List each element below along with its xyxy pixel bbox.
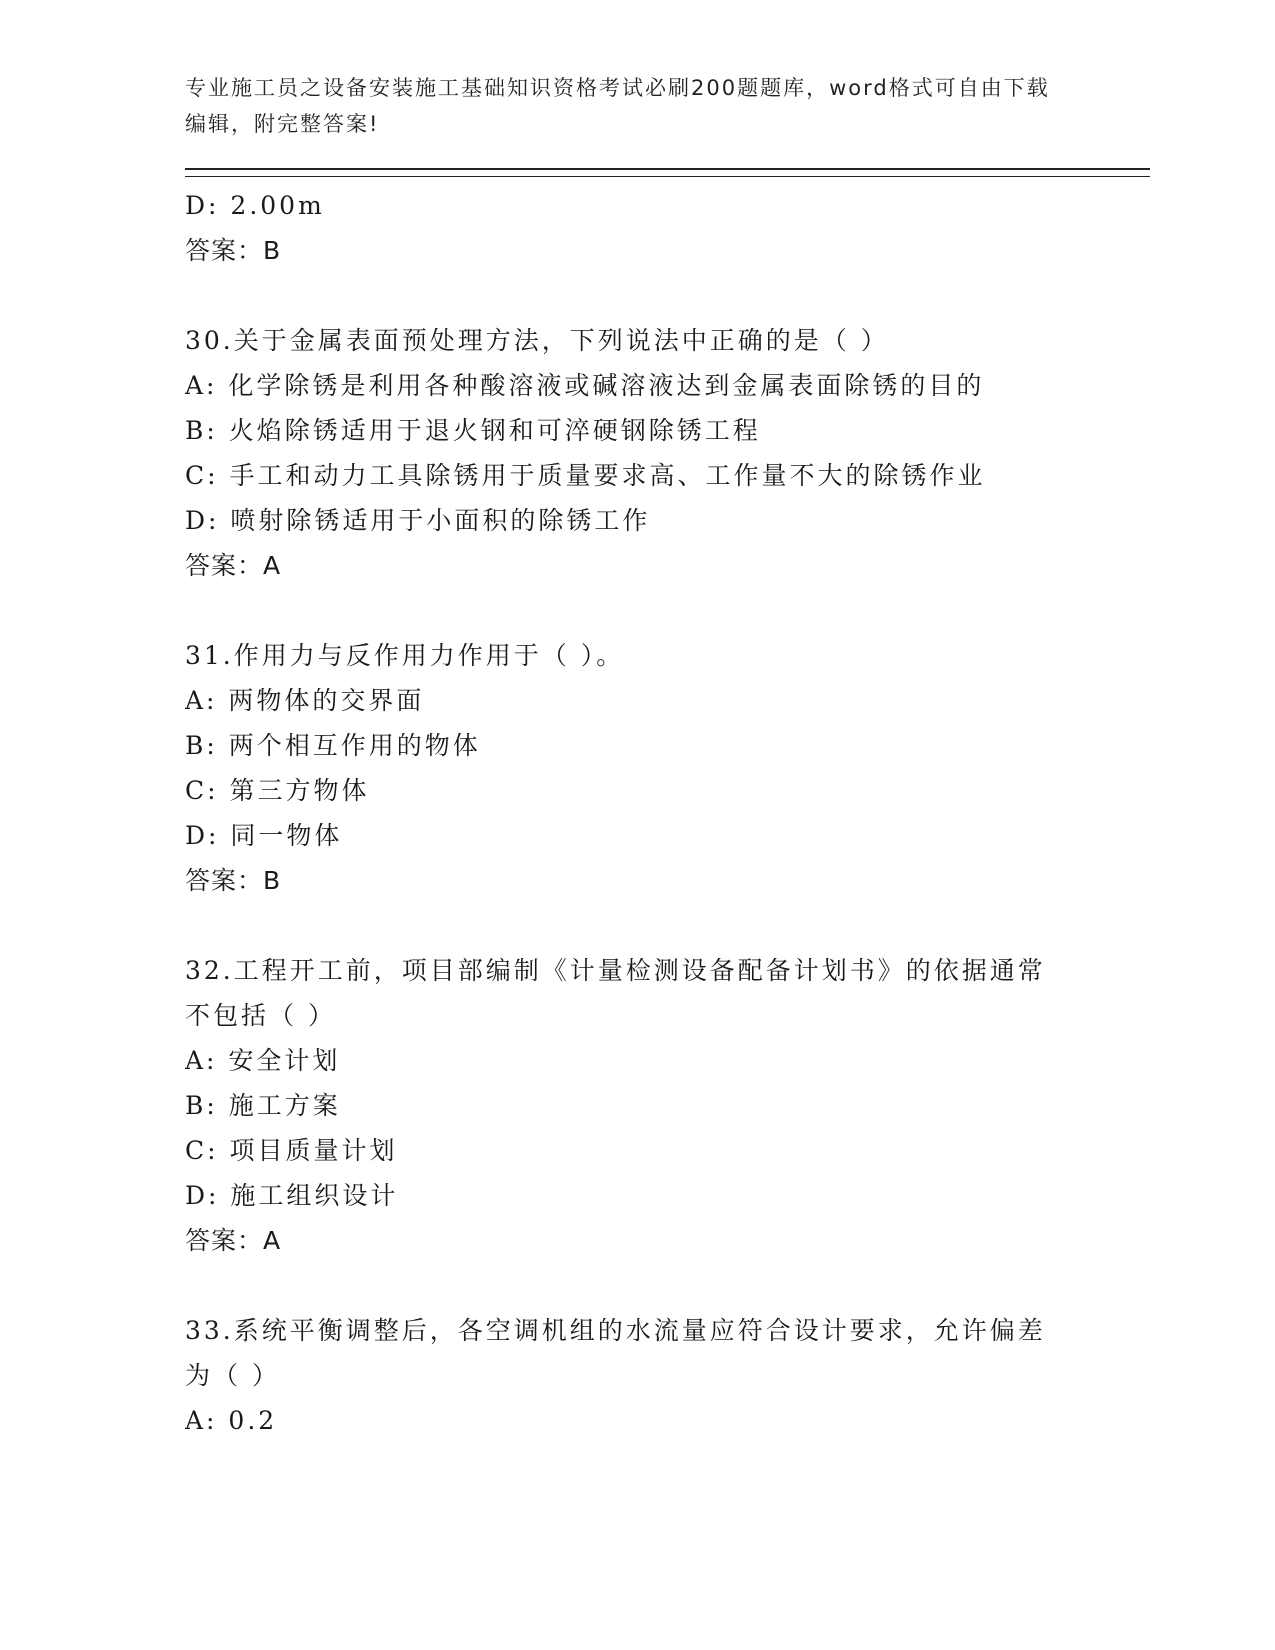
answer: 答案：A <box>185 551 282 580</box>
question-stem: 30.关于金属表面预处理方法，下列说法中正确的是（ ） <box>185 326 889 355</box>
question-31 <box>185 633 1145 903</box>
option-c: C: 手工和动力工具除锈用于质量要求高、工作量不大的除锈作业 <box>185 461 986 490</box>
option-a: A: 0.2 <box>185 1406 278 1435</box>
answer-29: 答案：B <box>185 236 282 265</box>
option-d: D: 喷射除锈适用于小面积的除锈工作 <box>185 506 651 535</box>
option-b: B: 施工方案 <box>185 1091 341 1120</box>
option-d: D: 施工组织设计 <box>185 1181 399 1210</box>
spacer <box>185 588 1145 633</box>
answer: 答案：B <box>185 866 282 895</box>
question-stem: 32.工程开工前，项目部编制《计量检测设备配备计划书》的依据通常 <box>185 956 1046 985</box>
header-divider <box>185 168 1150 177</box>
question-stem-continued: 不包括（ ） <box>185 1001 336 1030</box>
question-stem: 31.作用力与反作用力作用于（ ）。 <box>185 641 625 670</box>
option-d: D: 同一物体 <box>185 821 343 850</box>
question-32 <box>185 948 1145 1263</box>
option-b: B: 火焰除锈适用于退火钢和可淬硬钢除锈工程 <box>185 416 761 445</box>
option-a: A: 两物体的交界面 <box>185 686 425 715</box>
option-d-29: D: 2.00m <box>185 191 325 220</box>
question-stem: 33.系统平衡调整后，各空调机组的水流量应符合设计要求，允许偏差 <box>185 1316 1046 1345</box>
spacer <box>185 1263 1145 1308</box>
option-c: C: 第三方物体 <box>185 776 370 805</box>
question-stem-continued: 为（ ） <box>185 1361 280 1390</box>
option-b: B: 两个相互作用的物体 <box>185 731 481 760</box>
option-a: A: 化学除锈是利用各种酸溶液或碱溶液达到金属表面除锈的目的 <box>185 371 985 400</box>
option-a: A: 安全计划 <box>185 1046 341 1075</box>
spacer <box>185 903 1145 948</box>
spacer <box>185 273 1145 318</box>
answer: 答案：A <box>185 1226 282 1255</box>
question-33 <box>185 1308 1145 1443</box>
option-c: C: 项目质量计划 <box>185 1136 398 1165</box>
document-page <box>185 70 1145 1443</box>
document-header: 专业施工员之设备安装施工基础知识资格考试必刷200题题库，word格式可自由下载编辑，附完整答案! <box>185 76 1050 136</box>
question-30 <box>185 318 1145 588</box>
